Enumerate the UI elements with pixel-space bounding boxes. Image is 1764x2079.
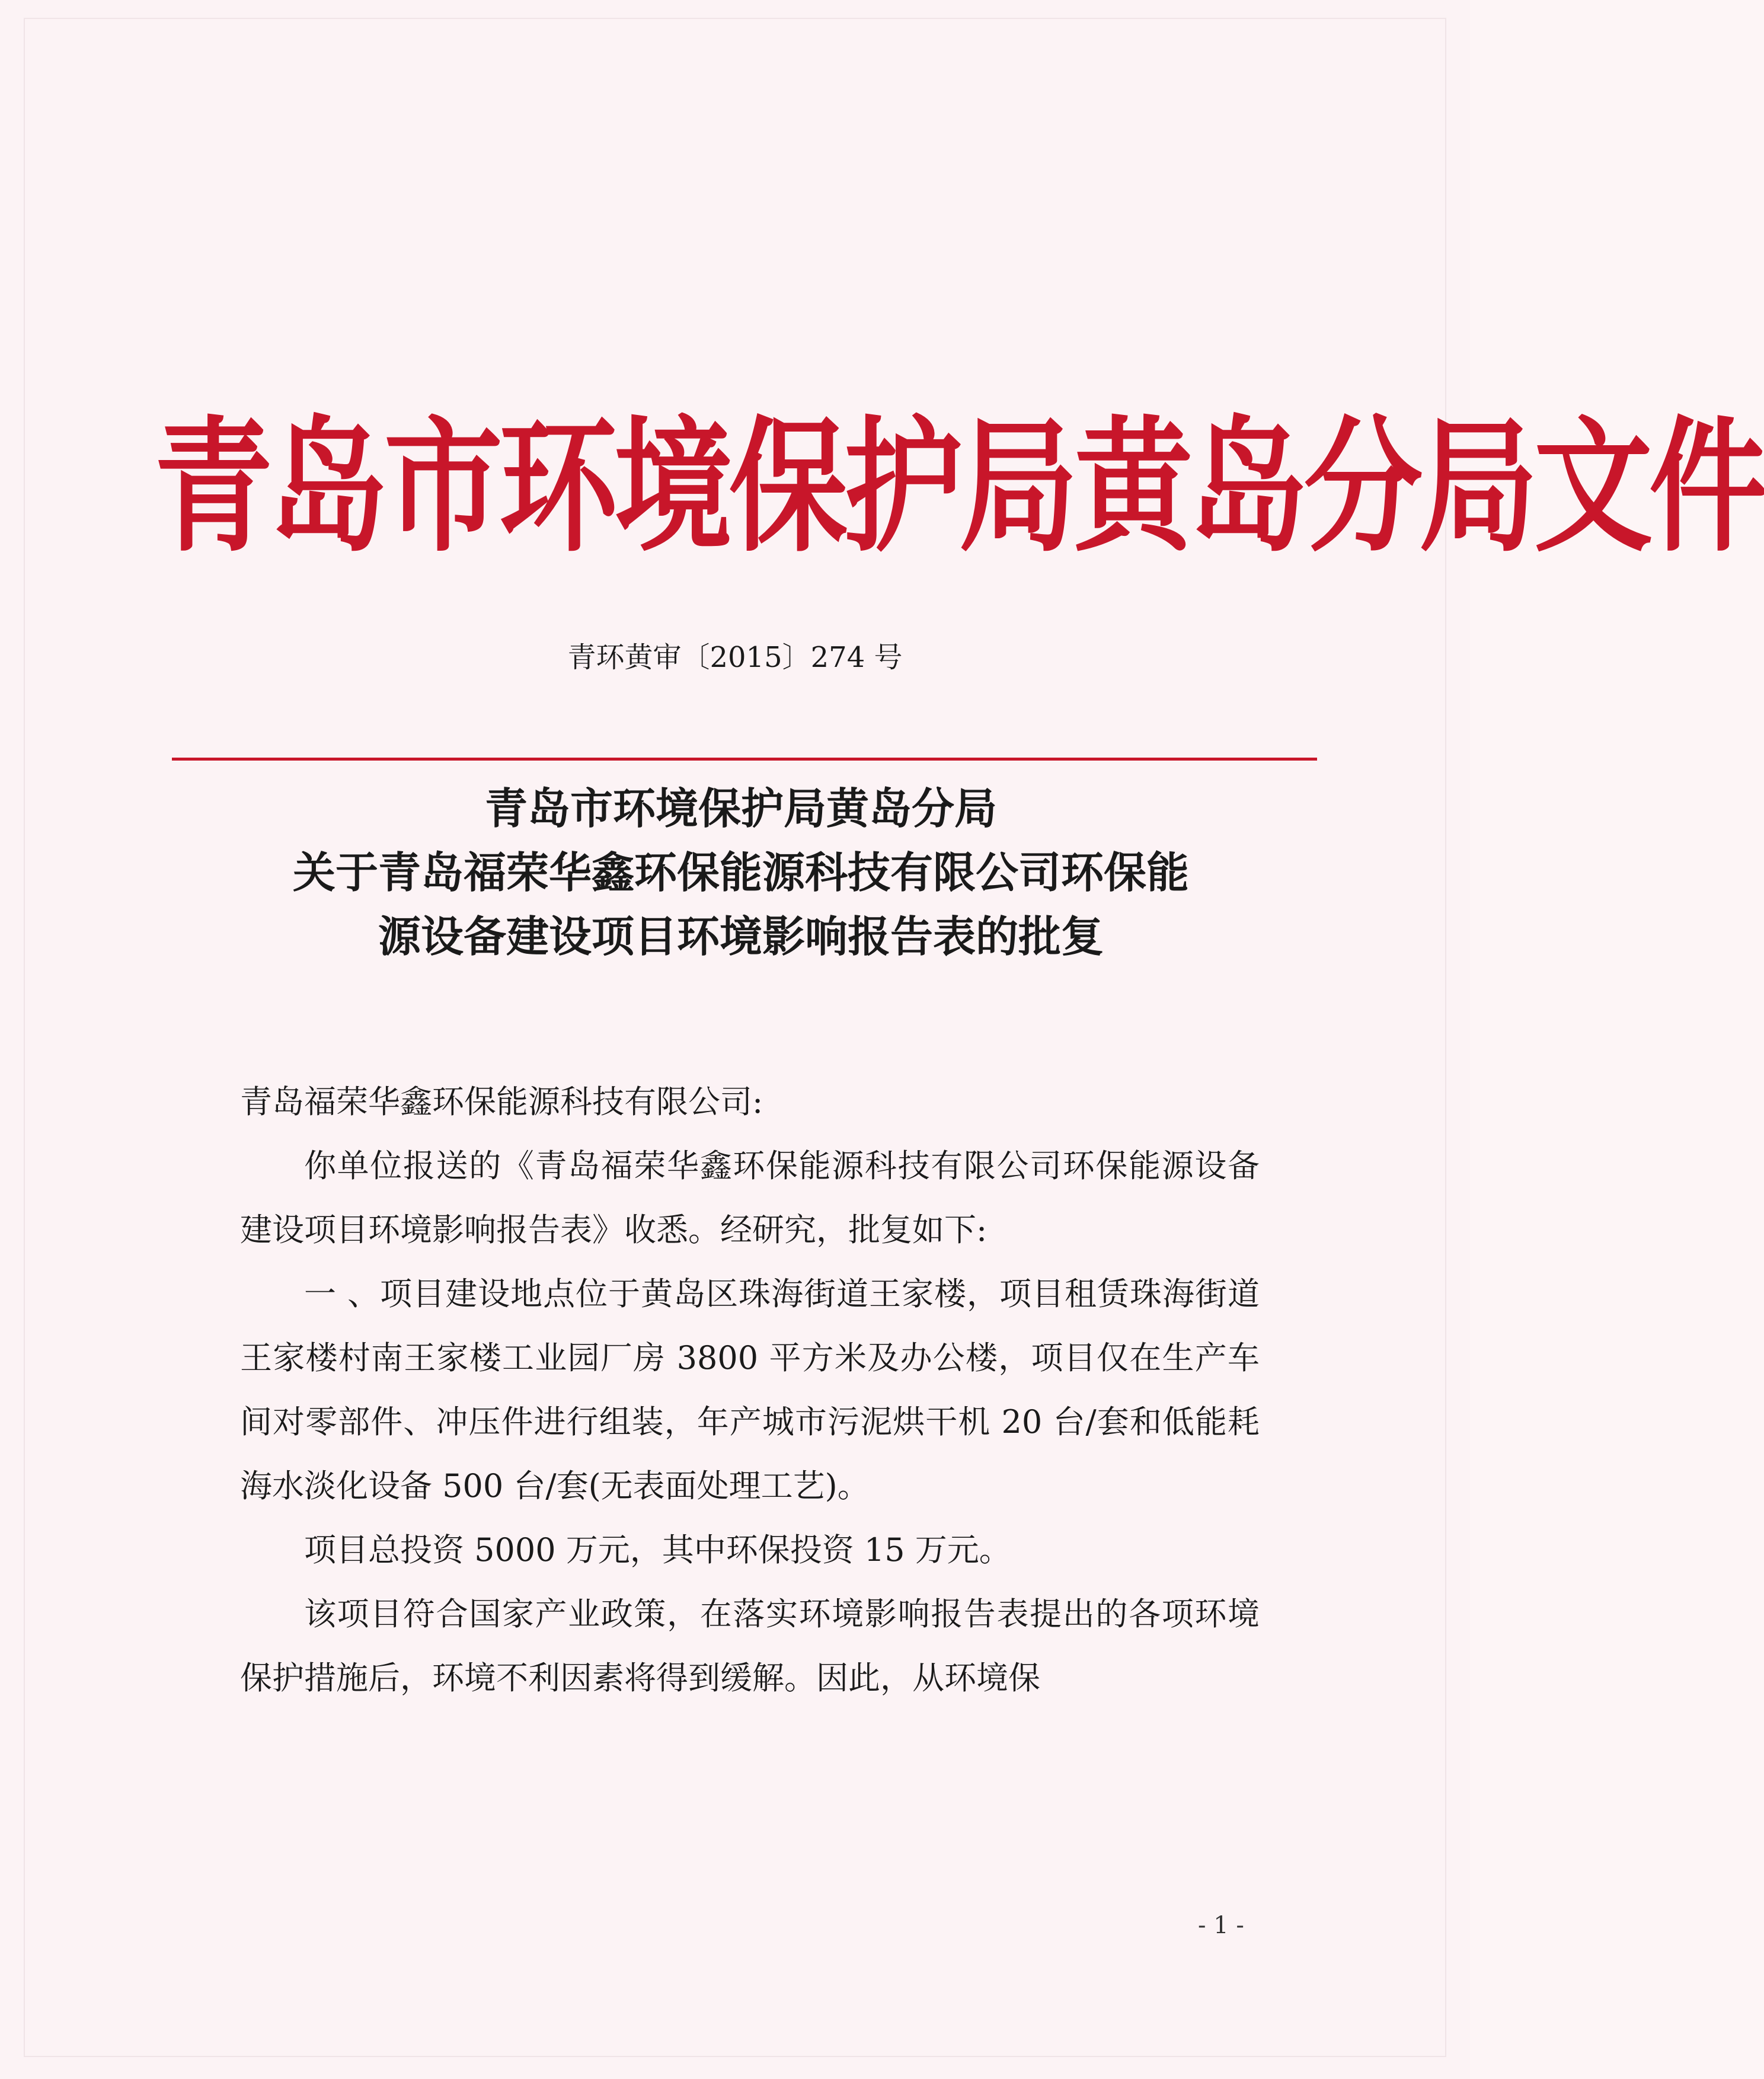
- paragraph-investment: 项目总投资 5000 万元，其中环保投资 15 万元。: [304, 1531, 1011, 1569]
- title-line-1: 青岛市环境保护局黄岛分局: [484, 783, 997, 833]
- document-number: 青环黄审〔2015〕274 号: [567, 641, 903, 674]
- document-body: [240, 1070, 1260, 1710]
- title-line-3: 源设备建设项目环境影响报告表的批复: [378, 911, 1104, 962]
- title-line-2: 关于青岛福荣华鑫环保能源科技有限公司环保能: [292, 847, 1189, 898]
- red-divider-line: [172, 758, 1317, 761]
- paragraph-project-location: 一 、项目建设地点位于黄岛区珠海街道王家楼，项目租赁珠海街道王家楼村南王家楼工业园厂房 3800 平方米及办公楼，项目仅在生产车间对零部件、冲压件进行组装，年产城市污泥烘干机 20 台/套和低能耗海水淡化设备 500 台/套(无表面处理工艺)。: [240, 1275, 1260, 1505]
- document-title: [178, 777, 1304, 969]
- paragraph-receipt: 你单位报送的《青岛福荣华鑫环保能源科技有限公司环保能源设备建设项目环境影响报告表》收悉。经研究，批复如下:: [240, 1147, 1260, 1248]
- page-number: - 1 -: [1198, 1912, 1244, 1939]
- page-border: [24, 18, 1764, 2057]
- paragraph-policy: 该项目符合国家产业政策，在落实环境影响报告表提出的各项环境保护措施后，环境不利因素将得到缓解。因此，从环境保: [240, 1595, 1260, 1697]
- salutation: 青岛福荣华鑫环保能源科技有限公司:: [240, 1083, 763, 1120]
- masthead-title: 青岛市环境保护局黄岛分局文件: [154, 402, 1764, 572]
